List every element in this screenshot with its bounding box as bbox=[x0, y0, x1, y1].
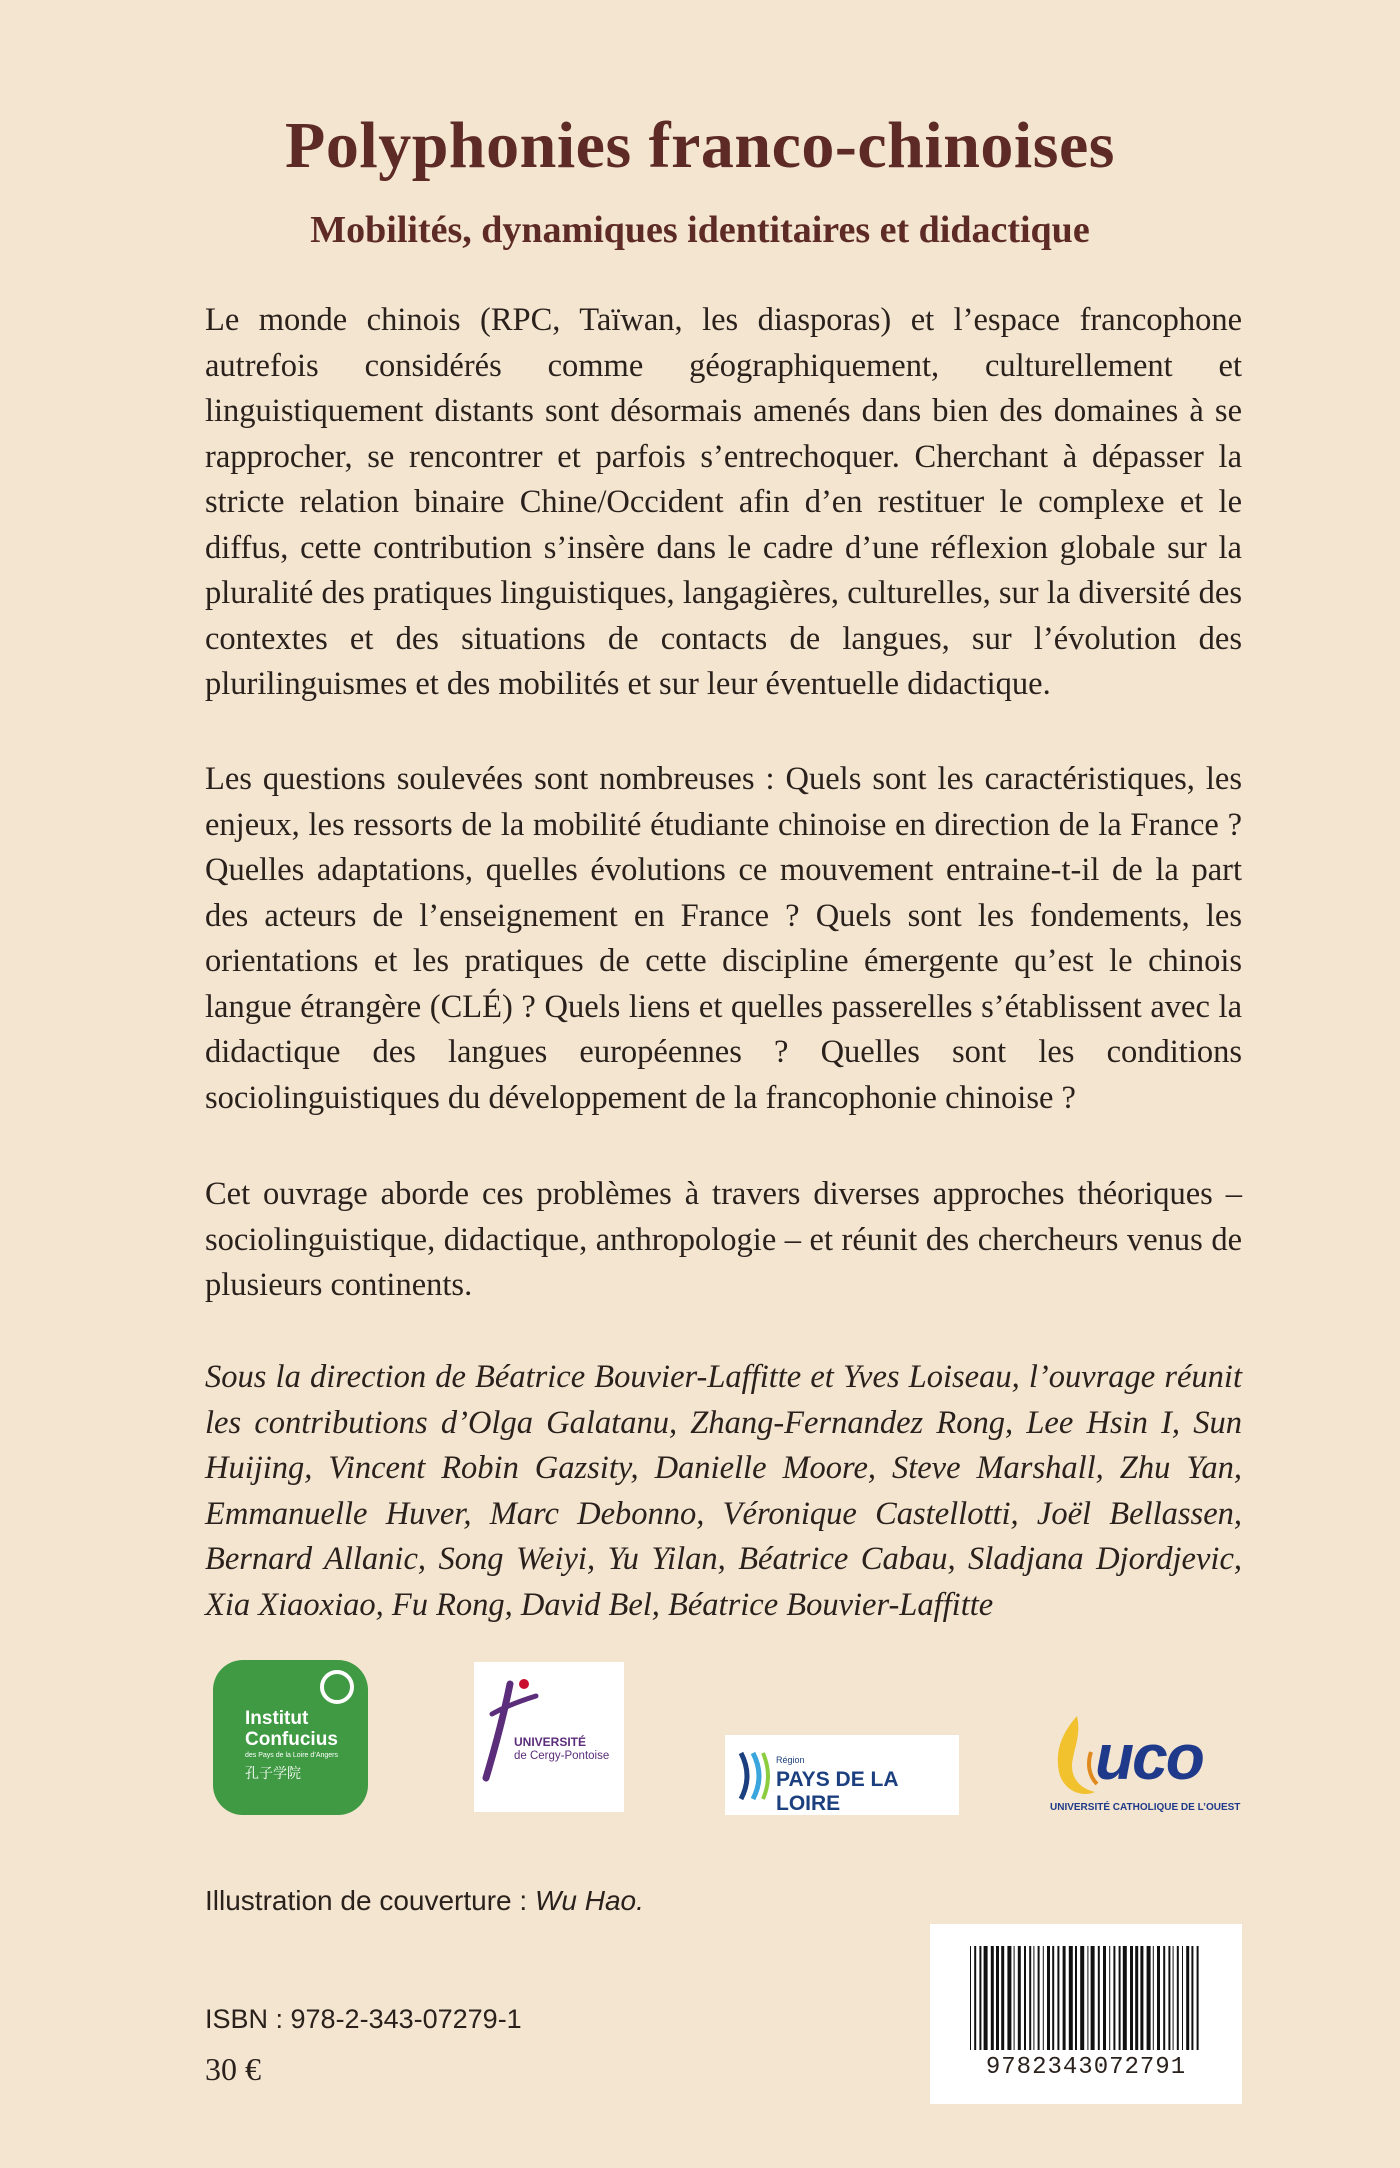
pays-de-la-loire-line-1: Région bbox=[776, 1755, 805, 1765]
confucius-logo-line-2: Confucius bbox=[245, 1729, 338, 1750]
price-text: 30 € bbox=[205, 2051, 261, 2087]
isbn-text: ISBN : 978-2-343-07279-1 bbox=[205, 2004, 522, 2034]
blurb-paragraph-1: Le monde chinois (RPC, Taïwan, les diasporas) et l’espace francophone autrefois considérés comme géographiquement, culturellement et linguistiquement distants sont désormais amenés dans bien des domaines à se rapprocher, se rencontrer et parfois s’entrechoquer. Cherchant à dépasser la stricte relation binaire Chine/Occident afin d’en restituer le complexe et le diffus, cette contribution s’insère dans le cadre d’une réflexion globale sur la pluralité des pratiques linguistiques, langagières, culturelles, sur la diversité des contextes et des situations de contacts de langues, sur l’évolution des plurilinguismes et des mobilités et sur leur éventuelle didactique. bbox=[205, 302, 1242, 702]
confucius-logo-line-3: des Pays de la Loire d’Angers bbox=[245, 1752, 338, 1759]
cover-illustration-credit bbox=[205, 1885, 644, 1917]
cergy-logo-line-2: de Cergy-Pontoise bbox=[514, 1750, 610, 1762]
barcode-bars-icon bbox=[966, 1946, 1206, 2050]
book-title: Polyphonies franco-chinoises bbox=[285, 109, 1115, 182]
universite-cergy-pontoise-logo bbox=[474, 1662, 624, 1812]
pays-de-la-loire-line-2: PAYS DE LA LOIRE bbox=[776, 1768, 898, 1815]
blurb-paragraph-3: Cet ouvrage aborde ces problèmes à travers diverses approches théoriques – sociolinguistique, didactique, anthropologie – et réunit des chercheurs venus de plusieurs continents. bbox=[205, 1176, 1242, 1303]
institut-confucius-logo bbox=[213, 1660, 368, 1815]
blurb-paragraph-2: Les questions soulevées sont nombreuses : Quels sont les caractéristiques, les enjeux, les ressorts de la mobilité étudiante chinoise en direction de la France ? Quelles adaptations, quelles évolutions ce mouvement entraine-t-il de la part des acteurs de l’enseignement en France ? Quels sont les fondements, les orientations et les pratiques de cette discipline émergente qu’est le chinois langue étrangère (CLÉ) ? Quels liens et quelles passerelles s’établissent avec la didactique des langues européennes ? Quelles sont les conditions sociolinguistiques du développement de la francophonie chinoise ? bbox=[205, 761, 1242, 1116]
uco-wordmark: uco bbox=[1095, 1721, 1203, 1793]
pays-de-la-loire-waves-icon bbox=[735, 1749, 773, 1803]
uco-logo bbox=[1047, 1712, 1241, 1819]
illustration-artist: Wu Hao. bbox=[534, 1885, 644, 1916]
barcode-panel bbox=[930, 1924, 1242, 2104]
confucius-logo-line-4: 孔子学院 bbox=[245, 1765, 301, 1781]
illustration-label: Illustration de couverture : bbox=[205, 1885, 535, 1916]
contributors-paragraph: Sous la direction de Béatrice Bouvier-Laffitte et Yves Loiseau, l’ouvrage réunit les contributions d’Olga Galatanu, Zhang-Fernandez Rong, Lee Hsin I, Sun Huijing, Vincent Robin Gazsity, Danielle Moore, Steve Marshall, Zhu Yan, Emmanuelle Huver, Marc Debonno, Véronique Castellotti, Joël Bellassen, Bernard Allanic, Song Weiyi, Yu Yilan, Béatrice Cabau, Sladjana Djordjevic, Xia Xiaoxiao, Fu Rong, David Bel, Béatrice Bouvier-Laffitte bbox=[205, 1359, 1242, 1623]
confucius-swirl-icon bbox=[320, 1670, 354, 1704]
region-pays-de-la-loire-logo bbox=[725, 1735, 959, 1815]
barcode-number: 9782343072791 bbox=[985, 2054, 1187, 2081]
book-subtitle: Mobilités, dynamiques identitaires et didactique bbox=[310, 209, 1090, 251]
cergy-logo-line-1: UNIVERSITÉ bbox=[514, 1735, 587, 1749]
cergy-figure-icon bbox=[480, 1674, 540, 1784]
confucius-logo-line-1: Institut bbox=[245, 1708, 309, 1729]
uco-subtitle: UNIVERSITÉ CATHOLIQUE DE L’OUEST bbox=[1050, 1802, 1241, 1813]
